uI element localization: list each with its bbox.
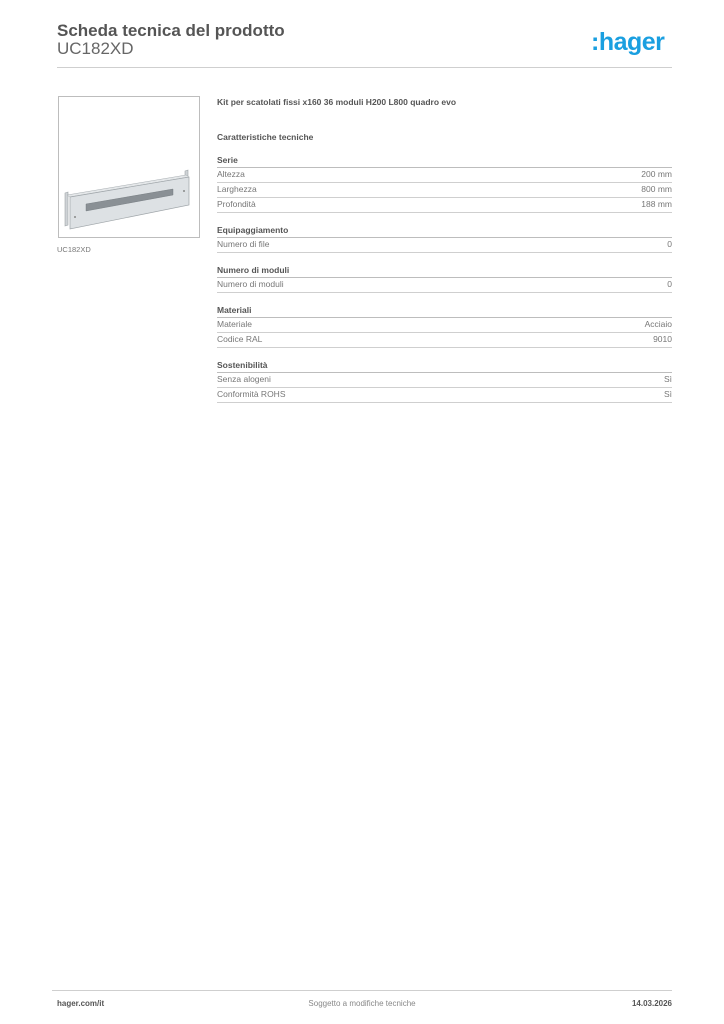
spec-label: Codice RAL	[217, 334, 263, 344]
front-panel-illustration	[59, 97, 199, 237]
spec-row	[217, 198, 672, 213]
spec-value: 9010	[653, 334, 672, 344]
product-details	[217, 96, 672, 403]
group-title: Equipaggiamento	[217, 225, 672, 238]
header-divider	[57, 67, 672, 68]
spec-group-serie	[217, 155, 672, 213]
spec-row	[217, 278, 672, 293]
spec-value: 188 mm	[641, 199, 672, 209]
spec-row	[217, 373, 672, 388]
spec-group-sostenibilita	[217, 360, 672, 403]
spec-value: 0	[667, 239, 672, 249]
footer-date: 14.03.2026	[631, 999, 672, 1008]
spec-group-numero-moduli	[217, 265, 672, 293]
spec-row	[217, 388, 672, 403]
spec-value: 0	[667, 279, 672, 289]
footer-website-link[interactable]: hager.com/it	[57, 999, 105, 1008]
spec-value: Acciaio	[644, 319, 672, 329]
group-title: Numero di moduli	[217, 265, 672, 278]
spec-row	[217, 318, 672, 333]
spec-group-materiali	[217, 305, 672, 348]
product-image	[58, 96, 200, 238]
spec-row	[217, 168, 672, 183]
spec-label: Numero di file	[217, 239, 270, 249]
spec-label: Profondità	[217, 199, 256, 209]
spec-label: Altezza	[217, 169, 245, 179]
spec-label: Conformità ROHS	[217, 389, 286, 399]
footer-divider	[52, 990, 672, 991]
spec-label: Numero di moduli	[217, 279, 284, 289]
spec-group-equipaggiamento	[217, 225, 672, 253]
spec-label: Senza alogeni	[217, 374, 271, 384]
group-title: Materiali	[217, 305, 672, 318]
product-code: UC182XD	[57, 39, 134, 58]
spec-row	[217, 183, 672, 198]
product-description: Kit per scatolati fissi x160 36 moduli H200 L800 quadro evo	[217, 97, 457, 107]
spec-label: Larghezza	[217, 184, 257, 194]
spec-value: Sì	[663, 374, 672, 384]
group-title: Serie	[217, 155, 672, 168]
spec-row	[217, 333, 672, 348]
image-caption: UC182XD	[57, 245, 91, 254]
hager-logo: :hager	[591, 28, 665, 56]
group-title: Sostenibilità	[217, 360, 672, 373]
spec-value: Sì	[663, 389, 672, 399]
spec-value: 200 mm	[641, 169, 672, 179]
spec-label: Materiale	[217, 319, 252, 329]
footer-disclaimer: Soggetto a modifiche tecniche	[308, 999, 416, 1008]
spec-value: 800 mm	[641, 184, 672, 194]
specs-heading: Caratteristiche tecniche	[217, 132, 314, 142]
page-title: Scheda tecnica del prodotto	[57, 21, 285, 40]
spec-row	[217, 238, 672, 253]
